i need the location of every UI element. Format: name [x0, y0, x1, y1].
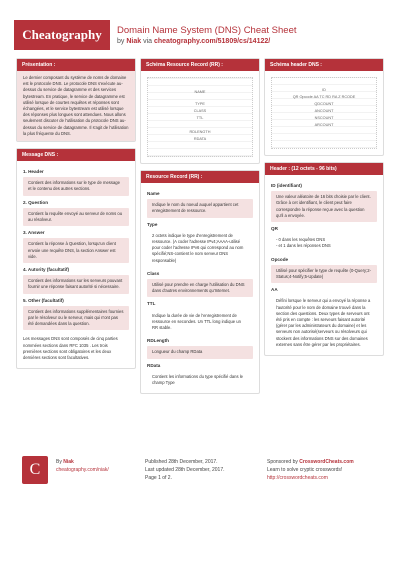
field-label: QDCOUNT: [314, 102, 334, 106]
list-item: [147, 301, 253, 334]
field-label: NAME: [194, 90, 206, 94]
schema-header-heading: Schéma header DNS :: [265, 59, 383, 71]
footer-page: Page 1 of 2.: [145, 475, 172, 481]
field-label: RDATA: [193, 137, 207, 141]
list-item: [23, 200, 129, 227]
item-desc: Contient des informations sur le type de message et le contenu des autres sections.: [23, 177, 129, 195]
message-heading: Message DNS :: [17, 149, 135, 161]
footer-published: Published 28th December, 2017.: [145, 459, 218, 465]
item-term: QR: [271, 226, 278, 232]
presentation-box: [16, 58, 136, 142]
field-label: NSCOUNT: [314, 116, 334, 120]
item-desc: Contient les informations du type spécifié dans le champ Type: [152, 373, 244, 386]
item-desc: Contient la réponse à Question, lorsqu'un client envoie une requête DNS, la section Answer est vide.: [23, 238, 129, 263]
list-item: [271, 183, 377, 222]
item-term: 5. Other (facultatif): [23, 297, 64, 303]
item-term: Opcode: [271, 256, 289, 262]
list-item: [23, 298, 129, 331]
item-term: RData: [147, 362, 161, 368]
item-term: 3. Answer: [23, 230, 45, 236]
item-desc: Indique le nom du noeud auquel appartient cet enregistrement de ressource.: [147, 199, 253, 217]
sponsor-url-link[interactable]: http://crosswordcheats.com: [267, 475, 328, 481]
sponsor-link[interactable]: CrosswordCheats.com: [299, 459, 354, 465]
resource-record-heading: Resource Record (RR) :: [141, 171, 259, 183]
list-item: [23, 169, 129, 196]
field-label: CLASS: [193, 109, 207, 113]
list-item: [147, 222, 253, 267]
via-label: via: [141, 38, 154, 45]
footer-author-url-link[interactable]: cheatography.com/niak/: [56, 467, 109, 473]
column-3: [264, 58, 384, 362]
footer-sponsor: [267, 458, 354, 466]
list-item: [271, 226, 377, 253]
field-label: ARCOUNT: [314, 123, 334, 127]
list-item: [147, 338, 253, 358]
list-item: [23, 267, 129, 294]
sponsor-label: Sponsored by: [267, 459, 300, 465]
message-box: [16, 148, 136, 369]
message-footer: Les messages DNS sont composés de cinq parties nommées sections dans RFC 1035 . Les trois premières sections sont obligatoires et les deux dernières sections sont facultatives.: [23, 336, 118, 361]
item-term: 2. Question: [23, 199, 49, 205]
item-desc: Défini lorsque le serveur qui a envoyé la réponse a l'autorité pour le nom de domaine trouvé dans la section des questions. Deux types de serveurs ont été pris en compte : les serveurs faisant autorité (gérer par les administrateurs du domaine) et les serveurs non autorisé(serveurs ou résolveurs qui stockent des informations DNS sur des domaines externes sans être gérer par les propriétaires.: [276, 298, 371, 347]
footer-author-link[interactable]: Niak: [63, 459, 74, 465]
field-label: RDLENGTH: [189, 130, 211, 134]
item-desc: Longueur du champ RData: [147, 346, 253, 358]
list-item: [271, 257, 377, 284]
list-item: [147, 363, 253, 390]
author-link[interactable]: Niak: [126, 38, 142, 45]
item-desc: Utilisé pour prendre en charge l'utilisation du DNS dans d'autres environnements qu'Internet.: [147, 279, 253, 297]
author-avatar[interactable]: C: [22, 456, 48, 484]
list-item: [23, 230, 129, 263]
column-2: [140, 58, 260, 400]
item-term: AA: [271, 287, 278, 293]
column-1: [16, 58, 136, 375]
cheatography-logo[interactable]: Cheatography: [14, 20, 110, 50]
field-label: ANCOUNT: [314, 109, 334, 113]
item-term: Class: [147, 270, 160, 276]
schema-header-diagram: [271, 77, 377, 149]
by-label: by: [117, 38, 127, 45]
message-list: [17, 161, 135, 368]
item-desc: Utilisé pour spécifier le type de requête (0-Query;2-Status;4-Notify;5-Update): [271, 265, 377, 283]
schema-header-box: [264, 58, 384, 156]
schema-rr-diagram: [147, 77, 253, 157]
item-term: RDLength: [147, 338, 169, 344]
item-desc: Une valeur aléatoire de 16 bits choisie par le client. Grâce à cet identifiant, le client peut faire correspondre la réponse reçue avec la question qu'il a envoyée.: [271, 191, 377, 222]
item-term: 1. Header: [23, 169, 44, 175]
footer-sponsor-line: Learn to solve cryptic crosswords!: [267, 467, 343, 473]
footer-author-url: [56, 466, 109, 474]
item-desc: Contient des informations supplémentaires fournies par le résolveur ou le serveur, mais qui n'ont pas été demandées dans la question.: [23, 306, 129, 331]
schema-rr-box: [140, 58, 260, 164]
item-term: 4. Autority (facultatif): [23, 267, 70, 273]
list-item: [147, 271, 253, 298]
field-label: ID: [322, 88, 326, 92]
by-label: By: [56, 459, 64, 465]
header-fields-list: [265, 175, 383, 355]
page-title: Domain Name System (DNS) Cheat Sheet: [117, 25, 297, 36]
field-label: QR Opcode AA TC RD RA Z RCODE: [292, 95, 356, 99]
field-label: TTL: [196, 116, 204, 120]
presentation-heading: Présentation :: [17, 59, 135, 71]
item-desc: Contient des informations sur les serveurs pouvant fournir une réponse faisant autorité si nécessaire.: [23, 275, 129, 293]
item-desc: Indique la durée de vie de l'enregistrement de ressource en secondes. Un TTL long indique un RR stable.: [152, 312, 241, 331]
page-header: [0, 0, 400, 52]
resource-record-list: [141, 183, 259, 393]
list-item: [271, 287, 377, 351]
item-term: Type: [147, 221, 158, 227]
footer-updated: Last updated 28th December, 2017.: [145, 467, 225, 473]
item-term: Name: [147, 191, 160, 196]
schema-rr-heading: Schéma Resource Record (RR) :: [141, 59, 259, 71]
presentation-body: Le dernier composant du système de noms de domaine est le protocole DNS. Le protocole DNS s'exécute au-dessus du service de datagramme et des services bytestream. En pratique, le service de datagramme est utilisé lorsque de courtes requêtes et réponses sont échangées, et le service bytestream est utilisé lorsque des réponses plus longues sont attendues. Nous allons seulement discuter de l'utilisation du protocole DNS au-dessus du service de datagramme. Il s'agit de l'utilisation la plus fréquente du DNS.: [17, 71, 135, 141]
item-desc: - 0 dans les requêtes DNS - et 1 dans les réponses DNS: [276, 237, 331, 249]
header-fields-box: [264, 162, 384, 356]
footer-author: [56, 458, 74, 466]
resource-record-box: [140, 170, 260, 394]
header-fields-heading: Header : (12 octets - 96 bits): [265, 163, 383, 175]
byline: [117, 38, 270, 45]
footer-sponsor-url: [267, 474, 328, 482]
item-term: TTL: [147, 301, 156, 307]
list-item: [147, 191, 253, 218]
sheet-url-link[interactable]: cheatography.com/51809/cs/14122/: [153, 38, 271, 45]
item-desc: Contient la requête envoyé au serveur de noms ou au résolveur.: [23, 208, 129, 226]
item-desc: 2 octets indique le type d'enregistrement de ressource. (A coder l'adresse IPv4;AAAA-utilisé pour coder l'adresse IPv6 qui correspond au nom spécifié;NS-contient le nom serveur DNS responsable): [152, 232, 244, 263]
field-label: TYPE: [195, 102, 205, 106]
item-term: ID (identifiant): [271, 183, 302, 188]
